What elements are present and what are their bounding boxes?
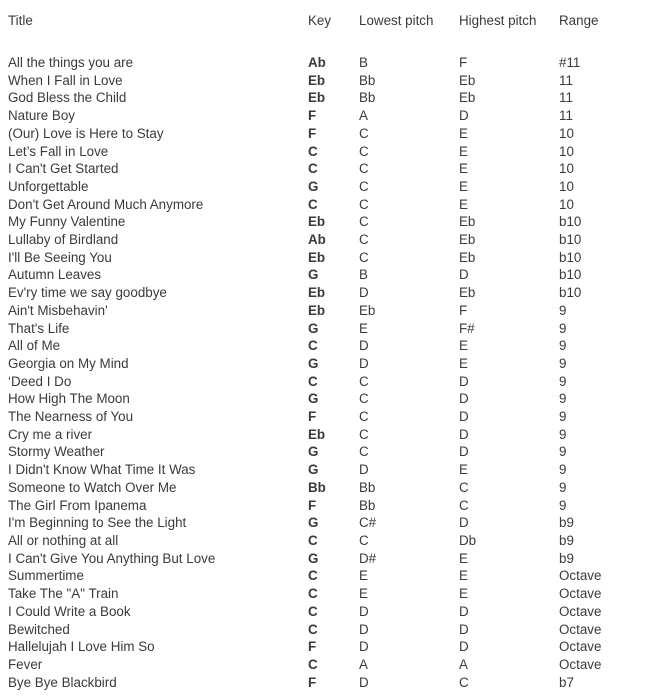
highest-pitch-cell: E — [459, 125, 468, 141]
range-cell: 9 — [559, 426, 567, 442]
lowest-pitch-cell: C — [359, 232, 369, 248]
song-title-cell: Bewitched — [8, 621, 70, 637]
song-title-cell: Unforgettable — [8, 178, 89, 194]
range-cell: b10 — [559, 232, 582, 248]
song-title-cell: I'll Be Seeing You — [8, 249, 112, 265]
lowest-pitch-cell: Bb — [359, 479, 376, 495]
lowest-pitch-cell: C# — [359, 515, 377, 531]
range-cell: Octave — [559, 586, 602, 602]
song-title-cell: Ev'ry time we say goodbye — [8, 285, 167, 301]
song-key-cell: C — [308, 196, 318, 212]
range-cell: 9 — [559, 497, 567, 513]
range-cell: b7 — [559, 674, 574, 690]
range-cell: #11 — [559, 55, 581, 70]
song-title-cell: Stormy Weather — [8, 444, 105, 460]
lowest-pitch-cell: C — [359, 161, 369, 177]
highest-pitch-cell: F — [459, 55, 468, 70]
range-cell: b10 — [559, 285, 582, 301]
highest-pitch-cell: D — [459, 391, 469, 407]
table-row — [8, 497, 629, 515]
table-row — [8, 373, 629, 391]
table-row — [8, 656, 629, 674]
song-key-cell: C — [308, 161, 318, 177]
highest-pitch-cell: C — [459, 479, 469, 495]
song-title-cell: I'm Beginning to See the Light — [8, 515, 187, 531]
table-row — [8, 337, 629, 355]
lowest-pitch-cell: Bb — [359, 90, 376, 106]
range-cell: Octave — [559, 568, 602, 584]
table-row — [8, 54, 629, 72]
highest-pitch-cell: Db — [459, 532, 477, 548]
table-row — [8, 550, 629, 568]
highest-pitch-cell: E — [459, 568, 468, 584]
song-title-cell: All of Me — [8, 338, 61, 354]
song-key-cell: C — [308, 568, 318, 584]
song-key-cell: F — [308, 674, 317, 690]
header-range: Range — [559, 13, 599, 28]
song-key-cell: C — [308, 621, 318, 637]
range-cell: 9 — [559, 409, 567, 425]
song-title-cell: Summertime — [8, 568, 84, 584]
table-row — [8, 249, 629, 267]
range-cell: 9 — [559, 462, 567, 478]
highest-pitch-cell: C — [459, 497, 469, 513]
highest-pitch-cell: E — [459, 550, 468, 566]
table-row — [8, 125, 629, 143]
song-title-cell: I Can't Get Started — [8, 161, 119, 177]
song-title-cell: The Nearness of You — [8, 409, 134, 425]
song-key-cell: F — [308, 639, 317, 655]
song-title-cell: Lullaby of Birdland — [8, 232, 119, 248]
highest-pitch-cell: C — [459, 674, 469, 690]
lowest-pitch-cell: C — [359, 373, 369, 389]
song-title-cell: Fever — [8, 656, 43, 672]
song-key-cell: C — [308, 656, 318, 672]
song-title-cell: Someone to Watch Over Me — [8, 479, 177, 495]
range-cell: 9 — [559, 479, 567, 495]
song-key-cell: G — [308, 462, 319, 478]
highest-pitch-cell: Eb — [459, 90, 476, 106]
song-key-cell: Ab — [308, 232, 326, 248]
highest-pitch-cell: A — [459, 656, 468, 672]
range-cell: 10 — [559, 143, 574, 159]
song-title-cell: God Bless the Child — [8, 90, 127, 106]
song-key-cell: Eb — [308, 214, 326, 230]
song-title-cell: ‘Deed I Do — [8, 373, 72, 389]
highest-pitch-cell: E — [459, 586, 468, 602]
table-row — [8, 621, 629, 639]
song-key-cell: F — [308, 497, 317, 513]
song-key-cell: G — [308, 355, 319, 371]
table-row — [8, 231, 629, 249]
song-key-cell: Eb — [308, 90, 326, 106]
lowest-pitch-cell: D# — [359, 550, 377, 566]
range-cell: Octave — [559, 639, 602, 655]
table-row — [8, 160, 629, 178]
table-row — [8, 390, 629, 408]
table-row — [8, 266, 629, 284]
song-key-cell: Ab — [308, 55, 326, 70]
highest-pitch-cell: E — [459, 196, 468, 212]
song-title-cell: Ain't Misbehavin' — [8, 302, 108, 318]
lowest-pitch-cell: C — [359, 249, 369, 265]
song-title-cell: The Girl From Ipanema — [8, 497, 147, 513]
range-cell: Octave — [559, 603, 602, 619]
song-key-cell: F — [308, 409, 317, 425]
table-row — [8, 320, 629, 338]
lowest-pitch-cell: E — [359, 568, 368, 584]
range-cell: b9 — [559, 532, 574, 548]
range-cell: b10 — [559, 214, 582, 230]
song-key-cell: G — [308, 444, 319, 460]
song-key-cell: G — [308, 178, 319, 194]
range-cell: 9 — [559, 320, 567, 336]
header-key: Key — [308, 13, 332, 28]
lowest-pitch-cell: E — [359, 586, 368, 602]
song-title-cell: That's Life — [8, 320, 70, 336]
lowest-pitch-cell: D — [359, 462, 369, 478]
table-row — [8, 107, 629, 125]
range-cell: 10 — [559, 125, 574, 141]
song-key-cell: C — [308, 338, 318, 354]
song-key-cell: F — [308, 108, 317, 124]
table-row — [8, 355, 629, 373]
song-key-cell: C — [308, 586, 318, 602]
table-row — [8, 674, 629, 692]
lowest-pitch-cell: C — [359, 409, 369, 425]
song-title-cell: Nature Boy — [8, 108, 75, 124]
range-cell: 9 — [559, 338, 567, 354]
lowest-pitch-cell: C — [359, 196, 369, 212]
table-row — [8, 213, 629, 231]
range-cell: Octave — [559, 656, 602, 672]
song-key-cell: Eb — [308, 285, 326, 301]
song-title-cell: Take The "A" Train — [8, 586, 119, 602]
song-key-cell: Eb — [308, 426, 326, 442]
range-cell: 10 — [559, 161, 574, 177]
highest-pitch-cell: D — [459, 426, 469, 442]
range-cell: b9 — [559, 550, 574, 566]
song-title-cell: How High The Moon — [8, 391, 130, 407]
song-key-cell: Eb — [308, 249, 326, 265]
range-cell: 9 — [559, 391, 567, 407]
table-row — [8, 585, 629, 603]
lowest-pitch-cell: D — [359, 338, 369, 354]
table-body — [8, 54, 629, 691]
song-title-cell: Georgia on My Mind — [8, 355, 129, 371]
table-row — [8, 514, 629, 532]
song-title-cell: My Funny Valentine — [8, 214, 126, 230]
lowest-pitch-cell: C — [359, 125, 369, 141]
song-title-cell: I Didn't Know What Time It Was — [8, 462, 196, 478]
lowest-pitch-cell: B — [359, 55, 368, 70]
range-cell: 10 — [559, 196, 574, 212]
lowest-pitch-cell: A — [359, 108, 368, 124]
table-row — [8, 426, 629, 444]
song-title-cell: (Our) Love is Here to Stay — [8, 125, 164, 141]
highest-pitch-cell: Eb — [459, 249, 476, 265]
lowest-pitch-cell: B — [359, 267, 368, 283]
highest-pitch-cell: E — [459, 338, 468, 354]
lowest-pitch-cell: C — [359, 391, 369, 407]
song-title-cell: I Could Write a Book — [8, 603, 131, 619]
table-row — [8, 638, 629, 656]
highest-pitch-cell: D — [459, 267, 469, 283]
lowest-pitch-cell: D — [359, 285, 369, 301]
header-highest-pitch: Highest pitch — [459, 13, 537, 28]
song-title-cell: When I Fall in Love — [8, 72, 123, 88]
header-lowest-pitch: Lowest pitch — [359, 13, 434, 28]
range-cell: 11 — [559, 108, 573, 124]
song-key-cell: Bb — [308, 479, 326, 495]
header-row — [8, 12, 629, 54]
song-key-cell: F — [308, 125, 317, 141]
highest-pitch-cell: D — [459, 639, 469, 655]
song-title-cell: Bye Bye Blackbird — [8, 674, 117, 690]
highest-pitch-cell: D — [459, 409, 469, 425]
song-title-cell: Let’s Fall in Love — [8, 143, 109, 159]
table-row — [8, 302, 629, 320]
lowest-pitch-cell: C — [359, 178, 369, 194]
song-title-cell: I Can't Give You Anything But Love — [8, 550, 216, 566]
song-title-cell: Autumn Leaves — [8, 267, 102, 283]
table-row — [8, 603, 629, 621]
table-row — [8, 443, 629, 461]
song-title-cell: Don't Get Around Much Anymore — [8, 196, 204, 212]
table-row — [8, 532, 629, 550]
lowest-pitch-cell: C — [359, 444, 369, 460]
song-key-cell: C — [308, 532, 318, 548]
song-key-cell: G — [308, 515, 319, 531]
song-key-cell: Eb — [308, 302, 326, 318]
table-row — [8, 89, 629, 107]
lowest-pitch-cell: Bb — [359, 72, 376, 88]
range-cell: b9 — [559, 515, 574, 531]
lowest-pitch-cell: D — [359, 674, 369, 690]
song-title-cell: All or nothing at all — [8, 532, 119, 548]
highest-pitch-cell: D — [459, 515, 469, 531]
lowest-pitch-cell: C — [359, 532, 369, 548]
song-title-cell: Cry me a river — [8, 426, 93, 442]
range-cell: 9 — [559, 355, 567, 371]
lowest-pitch-cell: Eb — [359, 302, 376, 318]
highest-pitch-cell: D — [459, 373, 469, 389]
lowest-pitch-cell: D — [359, 355, 369, 371]
song-key-cell: C — [308, 373, 318, 389]
table-row — [8, 567, 629, 585]
table-row — [8, 284, 629, 302]
range-cell: 9 — [559, 302, 567, 318]
highest-pitch-cell: E — [459, 161, 468, 177]
highest-pitch-cell: E — [459, 143, 468, 159]
highest-pitch-cell: D — [459, 621, 469, 637]
range-cell: 9 — [559, 373, 567, 389]
song-key-cell: G — [308, 391, 319, 407]
table-row — [8, 461, 629, 479]
table-row — [8, 178, 629, 196]
table-row — [8, 196, 629, 214]
lowest-pitch-cell: Bb — [359, 497, 376, 513]
highest-pitch-cell: F — [459, 302, 468, 318]
song-key-cell: Eb — [308, 72, 326, 88]
range-cell: 11 — [559, 72, 573, 88]
table-row — [8, 408, 629, 426]
lowest-pitch-cell: A — [359, 656, 368, 672]
table-row — [8, 72, 629, 90]
highest-pitch-cell: E — [459, 178, 468, 194]
highest-pitch-cell: Eb — [459, 72, 476, 88]
highest-pitch-cell: Eb — [459, 214, 476, 230]
lowest-pitch-cell: D — [359, 603, 369, 619]
lowest-pitch-cell: D — [359, 621, 369, 637]
lowest-pitch-cell: C — [359, 143, 369, 159]
range-cell: 10 — [559, 178, 574, 194]
highest-pitch-cell: Eb — [459, 285, 476, 301]
lowest-pitch-cell: E — [359, 320, 368, 336]
highest-pitch-cell: E — [459, 355, 468, 371]
lowest-pitch-cell: D — [359, 639, 369, 655]
highest-pitch-cell: D — [459, 603, 469, 619]
song-range-table — [8, 12, 629, 691]
song-key-cell: G — [308, 320, 319, 336]
highest-pitch-cell: Eb — [459, 232, 476, 248]
table-header — [8, 12, 629, 54]
highest-pitch-cell: D — [459, 444, 469, 460]
song-key-cell: G — [308, 267, 319, 283]
highest-pitch-cell: D — [459, 108, 469, 124]
song-title-cell: Hallelujah I Love Him So — [8, 639, 155, 655]
table-row — [8, 143, 629, 161]
range-cell: b10 — [559, 249, 582, 265]
header-title: Title — [8, 13, 33, 28]
range-cell: b10 — [559, 267, 582, 283]
range-cell: Octave — [559, 621, 602, 637]
lowest-pitch-cell: C — [359, 214, 369, 230]
table-row — [8, 479, 629, 497]
lowest-pitch-cell: C — [359, 426, 369, 442]
range-cell: 11 — [559, 90, 573, 106]
song-key-cell: C — [308, 603, 318, 619]
song-key-cell: G — [308, 550, 319, 566]
song-key-cell: C — [308, 143, 318, 159]
range-cell: 9 — [559, 444, 567, 460]
highest-pitch-cell: E — [459, 462, 468, 478]
song-title-cell: All the things you are — [8, 55, 134, 70]
highest-pitch-cell: F# — [459, 320, 475, 336]
